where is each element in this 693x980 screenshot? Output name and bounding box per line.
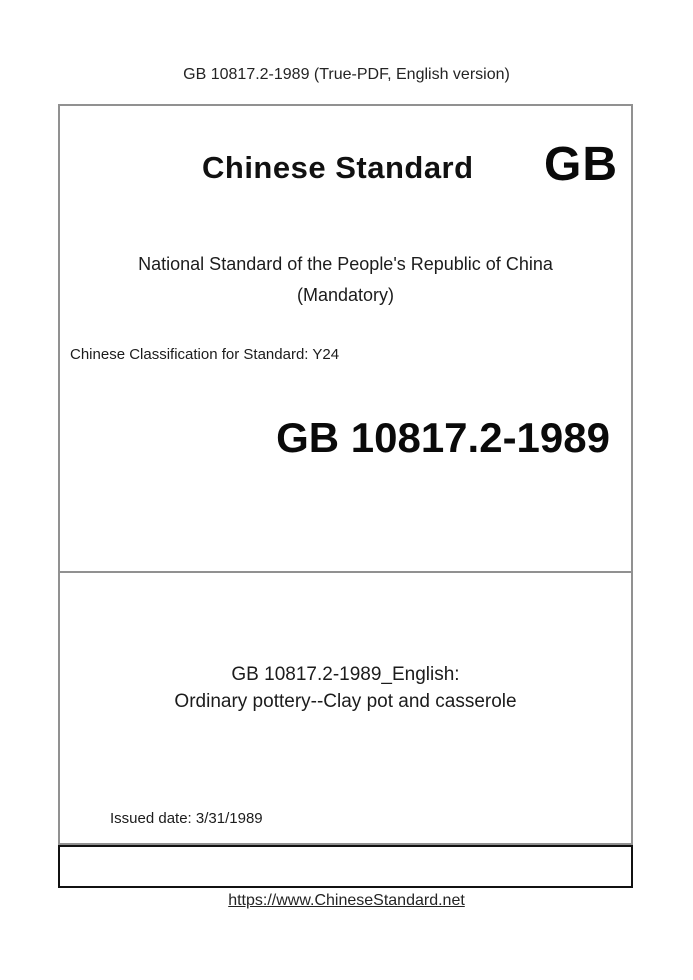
national-standard-line: National Standard of the People's Republic of China (138, 254, 553, 274)
gb-logo: GB (544, 138, 618, 191)
english-title-line1: GB 10817.2-1989_English: (231, 664, 460, 685)
cover-bottom-section (60, 575, 631, 843)
footer-link[interactable]: https://www.ChineseStandard.net (228, 892, 465, 909)
issued-date: Issued date: 3/31/1989 (110, 810, 263, 827)
classification-line: Chinese Classification for Standard: Y24 (70, 346, 340, 363)
english-title-line2: Ordinary pottery--Clay pot and casserole (174, 691, 517, 712)
cover-top-section (60, 106, 631, 573)
mandatory-line: (Mandatory) (296, 285, 395, 305)
page-footer (0, 892, 693, 910)
page-header-title: GB 10817.2-1989 (True-PDF, English version) (183, 66, 510, 83)
footer-empty-box (58, 845, 633, 888)
english-title (60, 661, 631, 715)
brand-title: Chinese Standard (202, 150, 474, 185)
standard-number: GB 10817.2-1989 (276, 414, 610, 461)
cover-box (58, 104, 633, 845)
